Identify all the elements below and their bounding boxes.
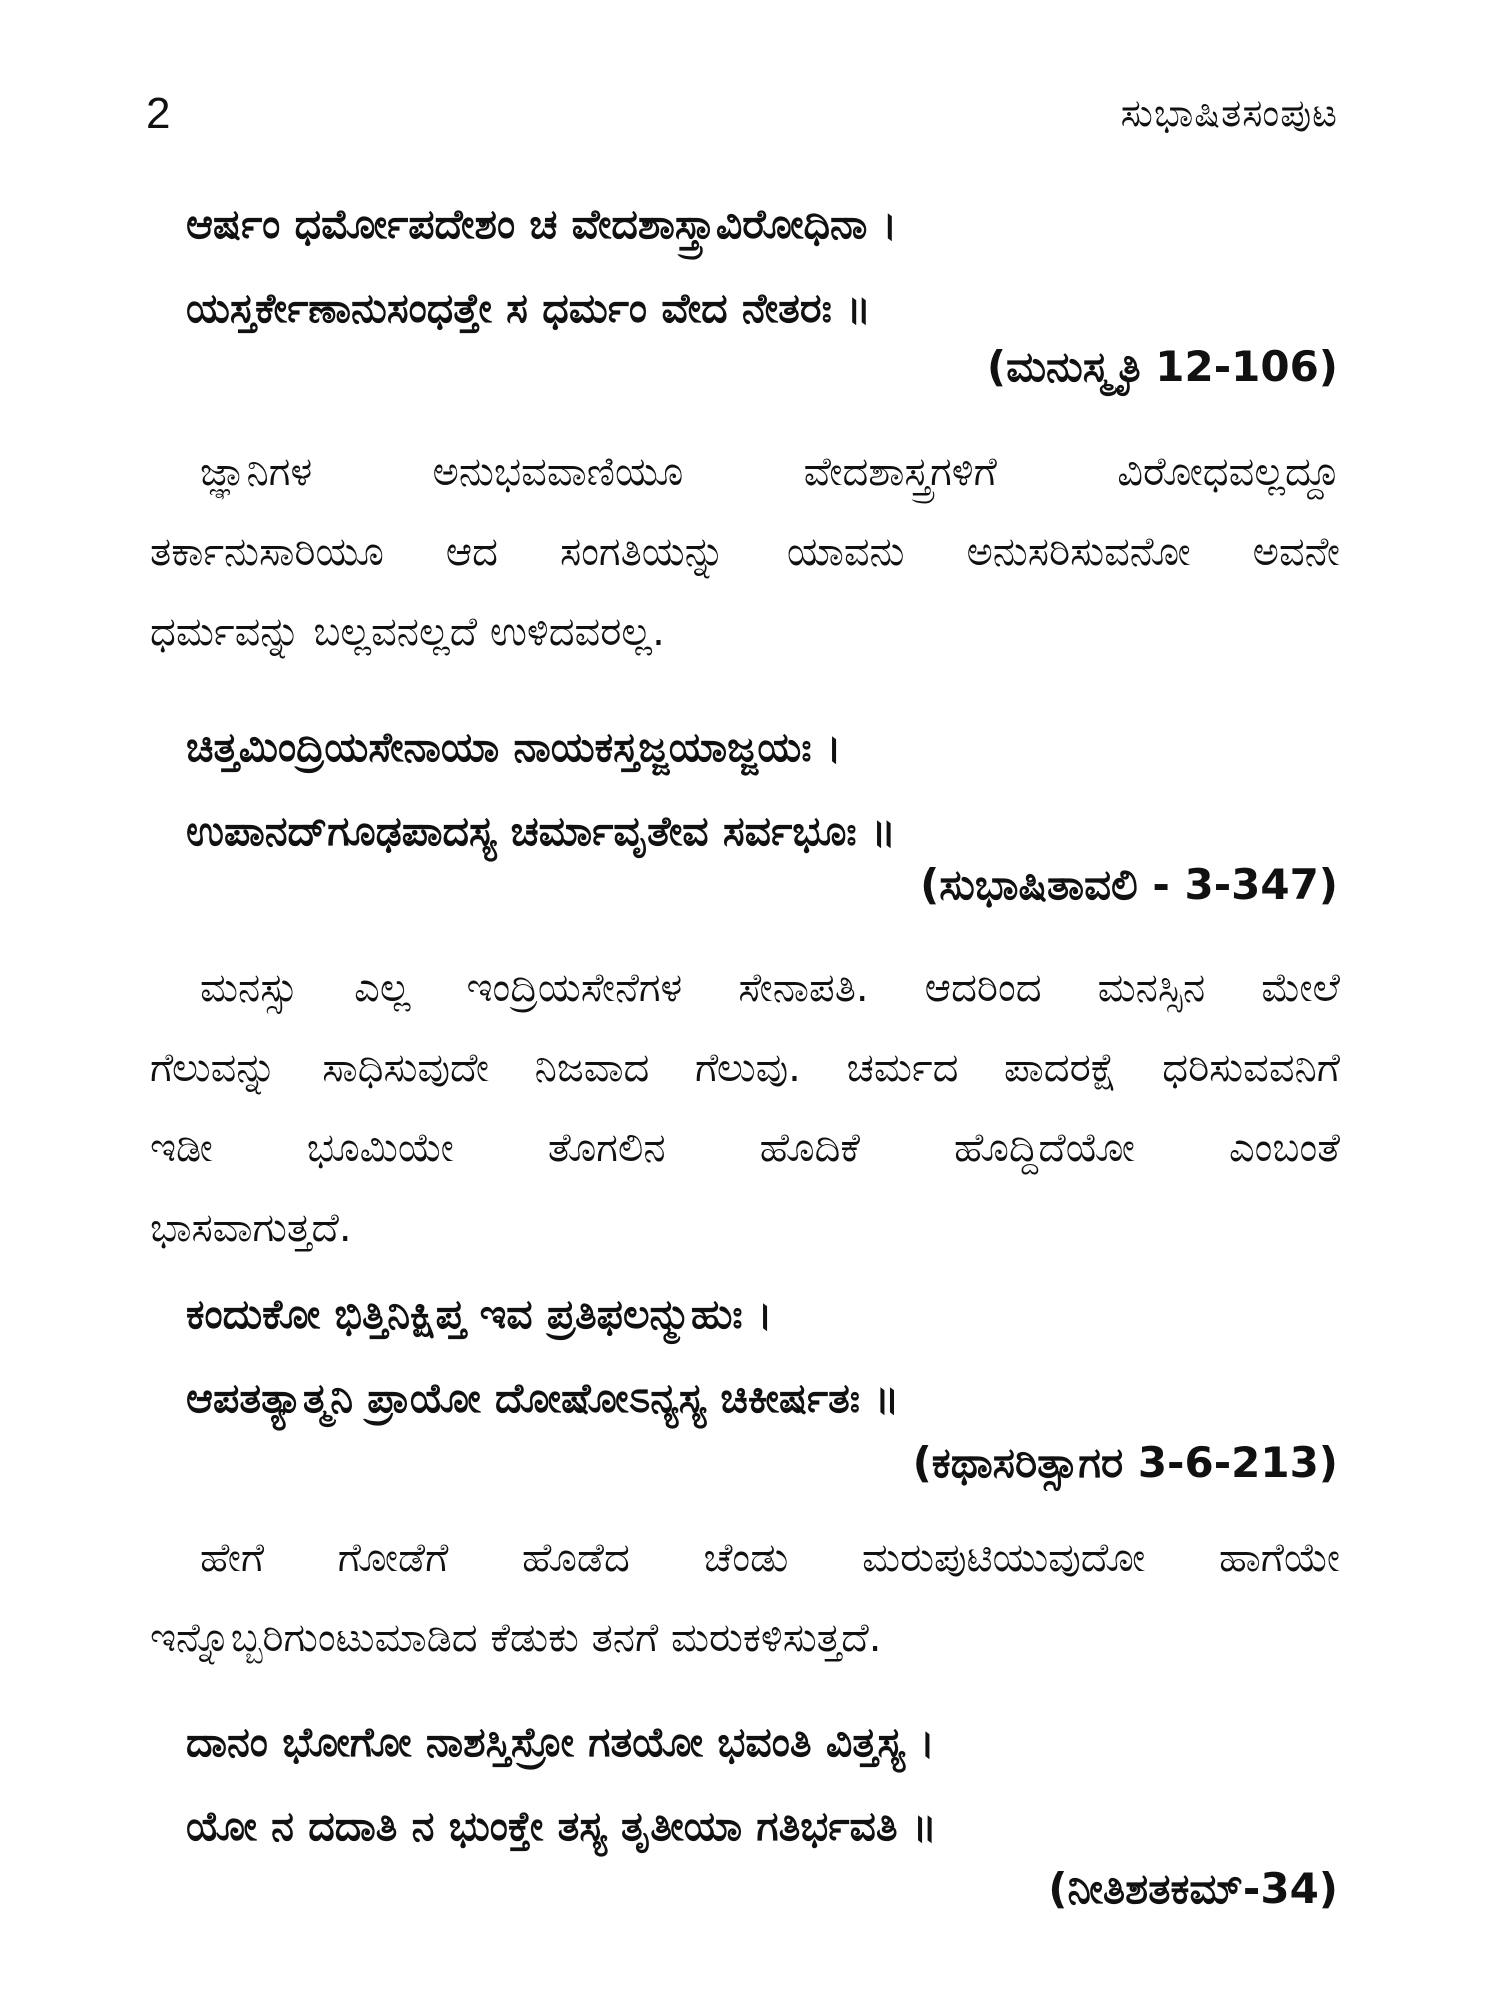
running-title: ಸುಭಾಷಿತಸಂಪುಟ xyxy=(1120,91,1338,135)
verse-source: (ನೀತಿಶತಕಮ್-34) xyxy=(1048,1864,1338,1913)
verse-line: ಆಪತತ್ಯಾತ್ಮನಿ ಪ್ರಾಯೋ ದೋಷೋಽನ್ಯಸ್ಯ ಚಿಕೀರ್ಷತಃ ॥ xyxy=(186,1374,900,1422)
verse-source: (ಸುಭಾಷಿತಾವಲಿ - 3-347) xyxy=(920,860,1338,909)
verse-block xyxy=(186,705,1366,873)
meaning-line: ಜ್ಞಾನಿಗಳ ಅನುಭವವಾಣಿಯೂ ವೇದಶಾಸ್ತ್ರಗಳಿಗೆ ವಿರೋಧವಲ್ಲದ್ದೂ xyxy=(200,449,1340,495)
verse-line: ಆರ್ಷಂ ಧರ್ಮೋಪದೇಶಂ ಚ ವೇದಶಾಸ್ತ್ರಾವಿರೋಧಿನಾ । xyxy=(186,200,898,248)
meaning-line: ಇನ್ನೊಬ್ಬರಿಗುಂಟುಮಾಡಿದ ಕೆಡುಕು ತನಗೆ ಮರುಕಳಿಸುತ್ತದೆ. xyxy=(150,1615,882,1661)
meaning-line: ಇಡೀ ಭೂಮಿಯೇ ತೊಗಲಿನ ಹೊದಿಕೆ ಹೊದ್ದಿದೆಯೋ ಎಂಬಂತೆ xyxy=(150,1125,1340,1171)
verse-source: (ಕಥಾಸರಿತ್ಸಾಗರ 3-6-213) xyxy=(912,1438,1338,1487)
verse-block xyxy=(186,182,1366,350)
meaning-paragraph xyxy=(150,432,1340,672)
meaning-line: ಧರ್ಮವನ್ನು ಬಲ್ಲವನಲ್ಲದೆ ಉಳಿದವರಲ್ಲ. xyxy=(150,609,665,655)
verse-source: (ಮನುಸ್ಮೃತಿ 12-106) xyxy=(986,342,1338,391)
verse-block xyxy=(186,1272,1366,1440)
meaning-paragraph xyxy=(150,1518,1340,1678)
verse-line: ದಾನಂ ಭೋಗೋ ನಾಶಸ್ತಿಸ್ರೋ ಗತಯೋ ಭವಂತಿ ವಿತ್ತಸ್ಯ । xyxy=(186,1718,935,1766)
verse-block xyxy=(186,1700,1366,1868)
meaning-paragraph xyxy=(150,948,1340,1268)
meaning-line: ಮನಸ್ಸು ಎಲ್ಲ ಇಂದ್ರಿಯಸೇನೆಗಳ ಸೇನಾಪತಿ. ಆದರಿಂದ ಮನಸ್ಸಿನ ಮೇಲೆ xyxy=(200,965,1340,1011)
verse-line: ಚಿತ್ತಮಿಂದ್ರಿಯಸೇನಾಯಾ ನಾಯಕಸ್ತಜ್ಜಯಾಜ್ಜಯಃ । xyxy=(186,723,842,771)
verse-line: ಯಸ್ತರ್ಕೇಣಾನುಸಂಧತ್ತೇ ಸ ಧರ್ಮಂ ವೇದ ನೇತರಃ ॥ xyxy=(186,284,872,332)
meaning-line: ಗೆಲುವನ್ನು ಸಾಧಿಸುವುದೇ ನಿಜವಾದ ಗೆಲುವು. ಚರ್ಮದ ಪಾದರಕ್ಷೆ ಧರಿಸುವವನಿಗೆ xyxy=(150,1045,1340,1091)
meaning-line: ಹೇಗೆ ಗೋಡೆಗೆ ಹೊಡೆದ ಚೆಂಡು ಮರುಪುಟಿಯುವುದೋ ಹಾಗೆಯೇ xyxy=(200,1535,1340,1581)
meaning-line: ಭಾಸವಾಗುತ್ತದೆ. xyxy=(150,1205,352,1251)
page-number: 2 xyxy=(146,89,171,138)
verse-line: ಕಂದುಕೋ ಭಿತ್ತಿನಿಕ್ಷಿಪ್ತ ಇವ ಪ್ರತಿಫಲನ್ಮುಹುಃ । xyxy=(186,1290,773,1338)
meaning-line: ತರ್ಕಾನುಸಾರಿಯೂ ಆದ ಸಂಗತಿಯನ್ನು ಯಾವನು ಅನುಸರಿಸುವನೋ ಅವನೇ xyxy=(150,529,1340,575)
verse-line: ಯೋ ನ ದದಾತಿ ನ ಭುಂಕ್ತೇ ತಸ್ಯ ತೃತೀಯಾ ಗತಿರ್ಭವತಿ ॥ xyxy=(186,1802,937,1850)
verse-line: ಉಪಾನದ್‌ಗೂಢಪಾದಸ್ಯ ಚರ್ಮಾವೃತೇವ ಸರ್ವಭೂಃ ॥ xyxy=(186,807,896,855)
